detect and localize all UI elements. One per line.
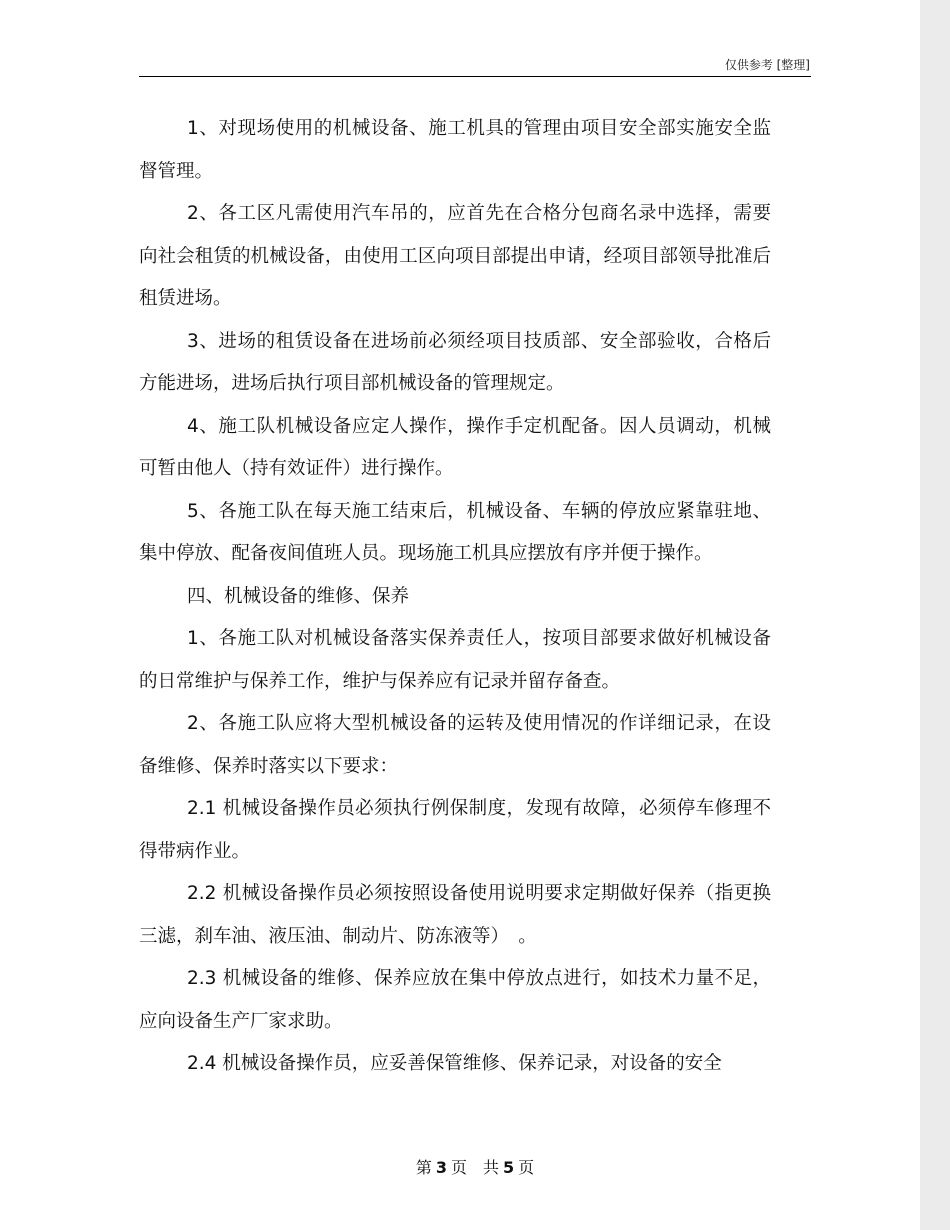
paragraph-5: 5、各施工队在每天施工结束后，机械设备、车辆的停放应紧靠驻地、集中停放、配备夜间值班人员。现场施工机具应摆放有序并便于操作。 [139,500,771,564]
header-note: 仅供参考 [整理] [724,58,810,72]
paragraph-9: 2.2 机械设备操作员必须按照设备使用说明要求定期做好保养（指更换三滤，刹车油、液压油、制动片、防冻液等） 。 [139,883,771,947]
paragraph-1: 1、对现场使用的机械设备、施工机具的管理由项目安全部实施安全监督管理。 [139,118,771,182]
paragraph-4: 4、施工队机械设备应定人操作，操作手定机配备。因人员调动，机械可暂由他人（持有效证件）进行操作。 [139,415,771,479]
document-body [139,108,771,1086]
section-heading: 四、机械设备的维修、保养 [187,585,410,607]
footer-suffix: 页 [518,1158,535,1177]
footer-middle: 页 共 [450,1158,499,1177]
total-pages-number: 5 [503,1158,515,1177]
page-footer [0,1155,920,1178]
current-page-number: 3 [435,1158,447,1177]
footer-prefix: 第 [415,1158,432,1177]
header-rule [139,76,811,77]
paragraph-10: 2.3 机械设备的维修、保养应放在集中停放点进行，如技术力量不足，应向设备生产厂家求助。 [139,968,771,1032]
paragraph-11: 2.4 机械设备操作员，应妥善保管维修、保养记录，对设备的安全 [187,1053,722,1074]
paragraph-8: 2.1 机械设备操作员必须执行例保制度，发现有故障，必须停车修理不得带病作业。 [139,798,771,862]
paragraph-6: 1、各施工队对机械设备落实保养责任人，按项目部要求做好机械设备的日常维护与保养工作，维护与保养应有记录并留存备查。 [139,628,771,692]
paragraph-2: 2、各工区凡需使用汽车吊的，应首先在合格分包商名录中选择，需要向社会租赁的机械设备，由使用工区向项目部提出申请，经项目部领导批准后租赁进场。 [139,203,771,309]
paragraph-3: 3、进场的租赁设备在进场前必须经项目技质部、安全部验收，合格后方能进场，进场后执行项目部机械设备的管理规定。 [139,330,771,394]
paragraph-7: 2、各施工队应将大型机械设备的运转及使用情况的作详细记录，在设备维修、保养时落实以下要求： [139,713,771,777]
